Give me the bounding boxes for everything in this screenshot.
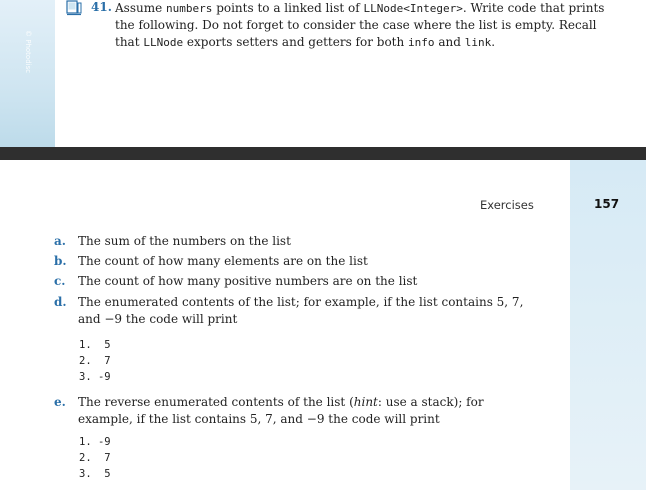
computer-icon <box>66 0 82 16</box>
code-line: 2. 7 <box>79 452 111 464</box>
item-letter: a. <box>54 234 66 248</box>
item-letter: b. <box>54 254 67 268</box>
code-line: 1. 5 <box>79 339 111 351</box>
item-text: The enumerated contents of the list; for example, if the list contains 5, 7, and −9 the code will print <box>78 295 524 326</box>
list-item-e <box>54 394 534 428</box>
item-letter: d. <box>54 295 67 309</box>
code-line: 3. 5 <box>79 468 111 480</box>
list-item-a <box>54 233 534 250</box>
running-head: Exercises <box>480 198 534 212</box>
page-divider-band <box>0 147 646 160</box>
code-sample-d <box>79 337 111 385</box>
code-line: 3. -9 <box>79 371 111 383</box>
photo-credit: © Photodisc <box>24 30 32 74</box>
question-number: 41. <box>91 0 112 14</box>
list-item-b <box>54 253 534 270</box>
code-line: 1. -9 <box>79 436 111 448</box>
list-item-c <box>54 273 534 290</box>
item-text: The reverse enumerated contents of the list (hint: use a stack); for example, if the list contains 5, 7, and −9 the code will print <box>78 395 484 426</box>
item-text: The sum of the numbers on the list <box>78 234 291 248</box>
item-letter: c. <box>54 274 66 288</box>
question-text: Assume numbers points to a linked list of LLNode<Integer>. Write code that prints the following. Do not forget to consider the case where the list is empty. Recall that LLNode exports setters and getters for both info and link. <box>115 1 605 49</box>
list-item-d <box>54 294 534 328</box>
item-letter: e. <box>54 395 66 409</box>
code-line: 2. 7 <box>79 355 111 367</box>
page-number: 157 <box>594 197 620 211</box>
item-text: The count of how many positive numbers are on the list <box>78 274 418 288</box>
code-sample-e <box>79 434 111 482</box>
item-text: The count of how many elements are on the list <box>78 254 368 268</box>
photo-panel <box>0 0 55 147</box>
